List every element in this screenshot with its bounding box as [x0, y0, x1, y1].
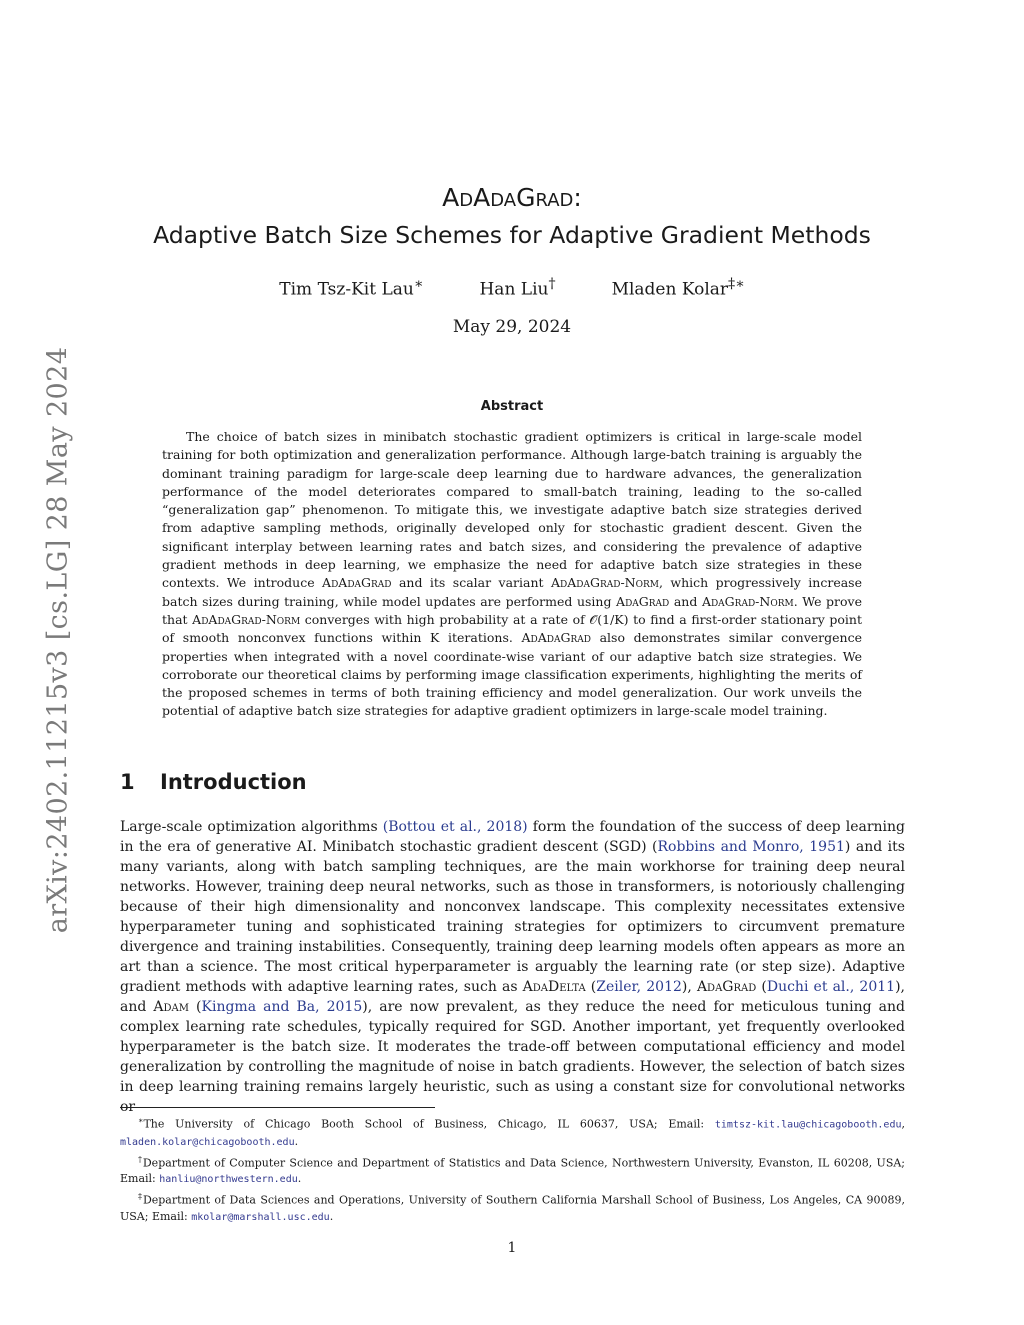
- citation-link[interactable]: (Bottou et al., 2018): [382, 819, 528, 835]
- email-link[interactable]: mladen.kolar@chicagobooth.edu: [120, 1136, 295, 1148]
- footnote-3: ‡Department of Data Sciences and Operations, University of Southern California Marshall School of Business, Los Angeles, CA 90089, USA; Email: mkolar@marshall.usc.edu.: [120, 1192, 905, 1223]
- author-list: [0, 276, 1024, 300]
- arxiv-identifier: arXiv:2402.11215v3 [cs.LG] 28 May 2024: [42, 346, 74, 934]
- page-number: 1: [507, 1240, 517, 1256]
- email-link[interactable]: timtsz-kit.lau@chicagobooth.edu: [714, 1119, 902, 1131]
- abstract-heading: Abstract: [480, 399, 544, 414]
- paper-title-line2: Adaptive Batch Size Schemes for Adaptive Gradient Methods: [153, 221, 871, 249]
- author-2: Han Liu†: [479, 276, 556, 300]
- footnote-2: †Department of Computer Science and Department of Statistics and Data Science, Northwestern University, Evanston, IL 60208, USA; Email: hanliu@northwestern.edu.: [120, 1154, 905, 1186]
- citation-link[interactable]: Duchi et al., 2011: [766, 979, 896, 995]
- author-1: Tim Tsz-Kit Lau∗: [279, 276, 424, 300]
- email-link[interactable]: hanliu@northwestern.edu: [159, 1174, 298, 1186]
- paper-title-line1: AdAdaGrad:: [442, 183, 582, 212]
- citation-link[interactable]: Kingma and Ba, 2015: [201, 999, 363, 1015]
- introduction-body: Large-scale optimization algorithms (Bottou et al., 2018) form the foundation of the success of deep learning in the era of generative AI. Minibatch stochastic gradient descent (SGD) (Robbins and Monro, 1951) and its many variants, along with batch sampling techniques, are the main workhorse for training deep neural networks. However, training deep neural networks, such as those in transformers, is notoriously challenging because of their high dimensionality and nonconvex landscape. This complexity necessitates extensive hyperparameter tuning and sophisticated training strategies for optimizers to circumvent premature divergence and training instabilities. Consequently, training deep learning models often appears as more an art than a science. The most critical hyperparameter is arguably the learning rate (or step size). Adaptive gradient methods with adaptive learning rates, such as AdaDelta (Zeiler, 2012), AdaGrad (Duchi et al., 2011), and Adam (Kingma and Ba, 2015), are now prevalent, as they reduce the need for meticulous tuning and complex learning rate schedules, typically required for SGD. Another important, yet frequently overlooked hyperparameter is the batch size. It moderates the trade-off between computational efficiency and model generalization by controlling the magnitude of noise in batch gradients. However, the selection of batch sizes in deep learning training remains largely heuristic, such as using a constant size for convolutional networks or: [120, 819, 906, 1115]
- author-3: Mladen Kolar‡∗: [611, 276, 745, 300]
- section-heading-introduction: [120, 770, 307, 794]
- section-number: 1: [120, 770, 135, 794]
- footnotes: [120, 1113, 905, 1227]
- publication-date: May 29, 2024: [452, 317, 572, 337]
- email-link[interactable]: mkolar@marshall.usc.edu: [191, 1211, 330, 1223]
- abstract-body: The choice of batch sizes in minibatch stochastic gradient optimizers is critical in large-scale model training for both optimization and generalization performance. Although large-batch training is arguably the dominant training paradigm for large-scale deep learning due to hardware advances, the generalization performance of the model deteriorates compared to small-batch training, leading to the so-called “generalization gap” phenomenon. To mitigate this, we investigate adaptive batch size strategies derived from adaptive sampling methods, originally developed only for stochastic gradient descent. Given the significant interplay between learning rates and batch sizes, and considering the prevalence of adaptive gradient methods in deep learning, we emphasize the need for adaptive batch size strategies in these contexts. We introduce AdAdaGrad and its scalar variant AdAdaGrad-Norm, which progressively increase batch sizes during training, while model updates are performed using AdaGrad and AdaGrad-Norm. We prove that AdAdaGrad-Norm converges with high probability at a rate of 𝒪(1/K) to find a first-order stationary point of smooth nonconvex functions within K iterations. AdAdaGrad also demonstrates similar convergence properties when integrated with a novel coordinate-wise variant of our adaptive batch size strategies. We corroborate our theoretical claims by performing image classification experiments, highlighting the merits of the proposed schemes in terms of both training efficiency and model generalization. Our work unveils the potential of adaptive batch size strategies for adaptive gradient optimizers in large-scale model training.: [162, 429, 863, 719]
- footnote-1: ∗The University of Chicago Booth School of Business, Chicago, IL 60637, USA; Email: timtsz-kit.lau@chicagobooth.edu, mladen.kolar@chicagobooth.edu.: [120, 1116, 905, 1148]
- citation-link[interactable]: Robbins and Monro, 1951: [657, 839, 845, 855]
- footnote-divider: [120, 1107, 435, 1108]
- citation-link[interactable]: Zeiler, 2012: [596, 979, 682, 995]
- section-title: Introduction: [160, 770, 307, 794]
